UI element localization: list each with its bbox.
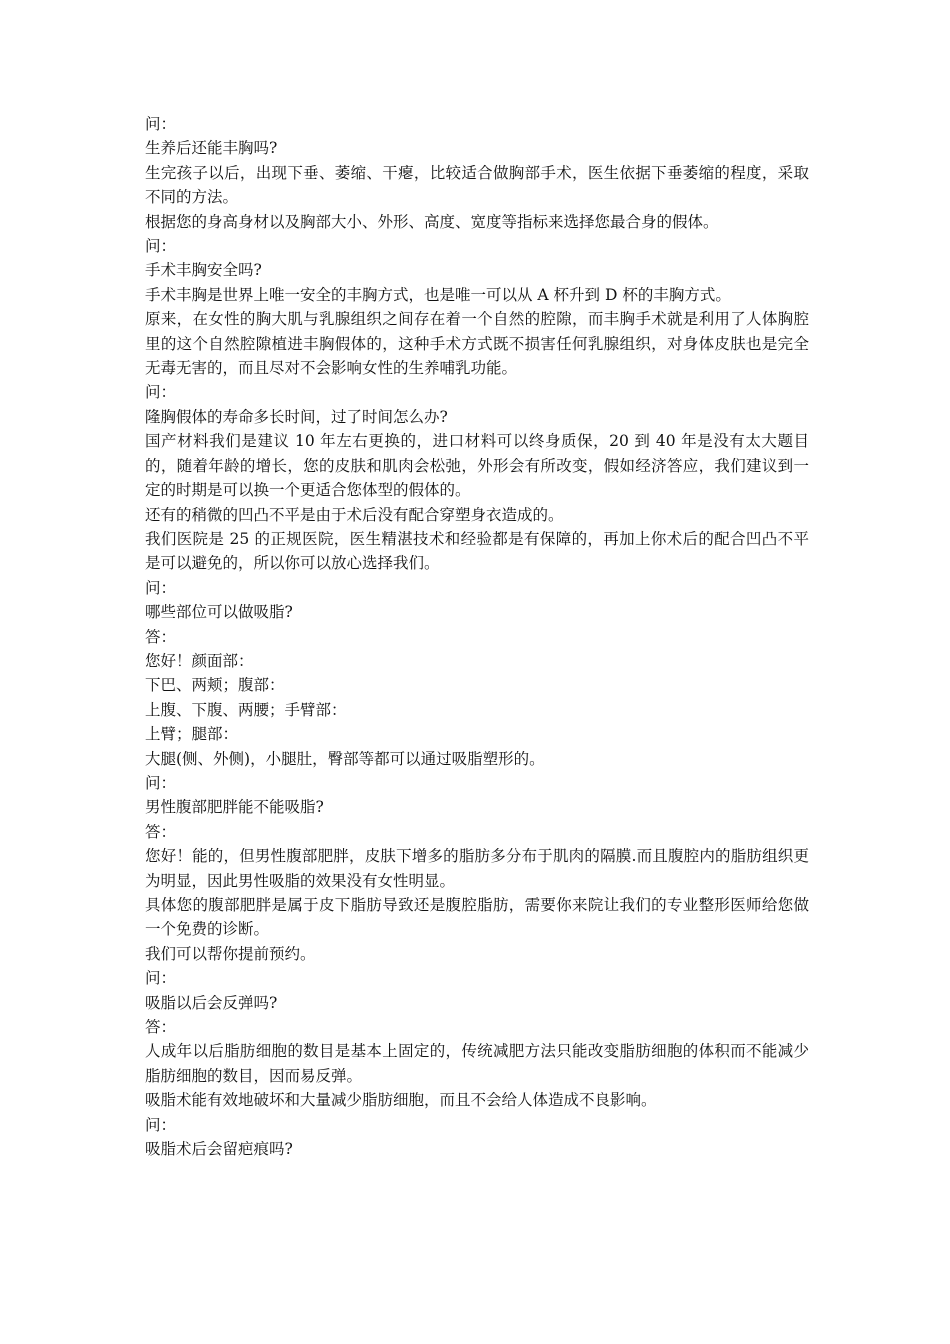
answer-paragraph: 具体您的腹部肥胖是属于皮下脂肪导致还是腹腔脂肪，需要你来院让我们的专业整形医师给您做一个免费的诊断。: [145, 896, 809, 939]
question-label: 问：: [145, 773, 177, 792]
question-text: 吸脂术后会留疤痕吗?: [145, 1140, 293, 1159]
answer-paragraph: 您好！颜面部：: [145, 651, 254, 670]
document-body: [145, 112, 809, 1161]
answer-label: 答：: [145, 627, 177, 646]
question-text: 隆胸假体的寿命多长时间，过了时间怎么办?: [145, 407, 448, 426]
question-text: 哪些部位可以做吸脂?: [145, 603, 293, 622]
answer-paragraph: 我们可以帮你提前预约。: [145, 944, 316, 963]
question-text: 生养后还能丰胸吗?: [145, 139, 278, 158]
question-label: 问：: [145, 115, 177, 133]
answer-paragraph: 原来，在女性的胸大肌与乳腺组织之间存在着一个自然的腔隙，而丰胸手术就是利用了人体胸腔里的这个自然腔隙植进丰胸假体的，这种手术方式既不损害任何乳腺组织，对身体皮肤也是完全无毒无害的，而且尽对不会影响女性的生养哺乳功能。: [145, 310, 809, 378]
answer-paragraph: 生完孩子以后，出现下垂、萎缩、干瘪，比较适合做胸部手术，医生依据下垂萎缩的程度，采取不同的方法。: [145, 163, 809, 207]
question-text: 男性腹部肥胖能不能吸脂?: [145, 798, 324, 817]
answer-paragraph: 大腿(侧、外侧)，小腿肚，臀部等都可以通过吸脂塑形的。: [145, 749, 545, 768]
answer-label: 答：: [145, 822, 177, 841]
answer-paragraph: 手术丰胸是世界上唯一安全的丰胸方式，也是唯一可以从 A 杯升到 D 杯的丰胸方式。: [145, 285, 731, 304]
question-label: 问：: [145, 237, 177, 256]
question-label: 问：: [145, 578, 177, 597]
answer-paragraph: 我们医院是 25 的正规医院，医生精湛技术和经验都是有保障的，再加上你术后的配合凹凸不平是可以避免的，所以你可以放心选择我们。: [145, 529, 809, 573]
question-text: 吸脂以后会反弹吗?: [145, 993, 278, 1012]
question-label: 问：: [145, 969, 177, 988]
question-label: 问：: [145, 1115, 177, 1134]
answer-paragraph: 根据您的身高身材以及胸部大小、外形、高度、宽度等指标来选择您最合身的假体。: [145, 212, 719, 231]
answer-paragraph: 还有的稍微的凹凸不平是由于术后没有配合穿塑身衣造成的。: [145, 505, 564, 524]
question-label: 问：: [145, 383, 177, 402]
question-text: 手术丰胸安全吗?: [145, 261, 262, 280]
answer-paragraph: 上腹、下腹、两腰；手臂部：: [145, 700, 347, 719]
answer-paragraph: 国产材料我们是建议 10 年左右更换的，进口材料可以终身质保，20 到 40 年是没有太大题目的，随着年龄的增长，您的皮肤和肌肉会松弛，外形会有所改变，假如经济答应，我们建议到一定的时期是可以换一个更适合您体型的假体的。: [145, 432, 809, 500]
answer-label: 答：: [145, 1018, 177, 1037]
answer-paragraph: 您好！能的，但男性腹部肥胖，皮肤下增多的脂肪多分布于肌肉的隔膜.而且腹腔内的脂肪组织更为明显，因此男性吸脂的效果没有女性明显。: [145, 847, 809, 890]
answer-paragraph: 下巴、两颊；腹部：: [145, 676, 285, 695]
answer-paragraph: 上臂；腿部：: [145, 725, 239, 744]
answer-paragraph: 人成年以后脂肪细胞的数目是基本上固定的，传统减肥方法只能改变脂肪细胞的体积而不能减少脂肪细胞的数目，因而易反弹。: [145, 1042, 809, 1085]
answer-paragraph: 吸脂术能有效地破坏和大量减少脂肪细胞，而且不会给人体造成不良影响。: [145, 1091, 657, 1110]
